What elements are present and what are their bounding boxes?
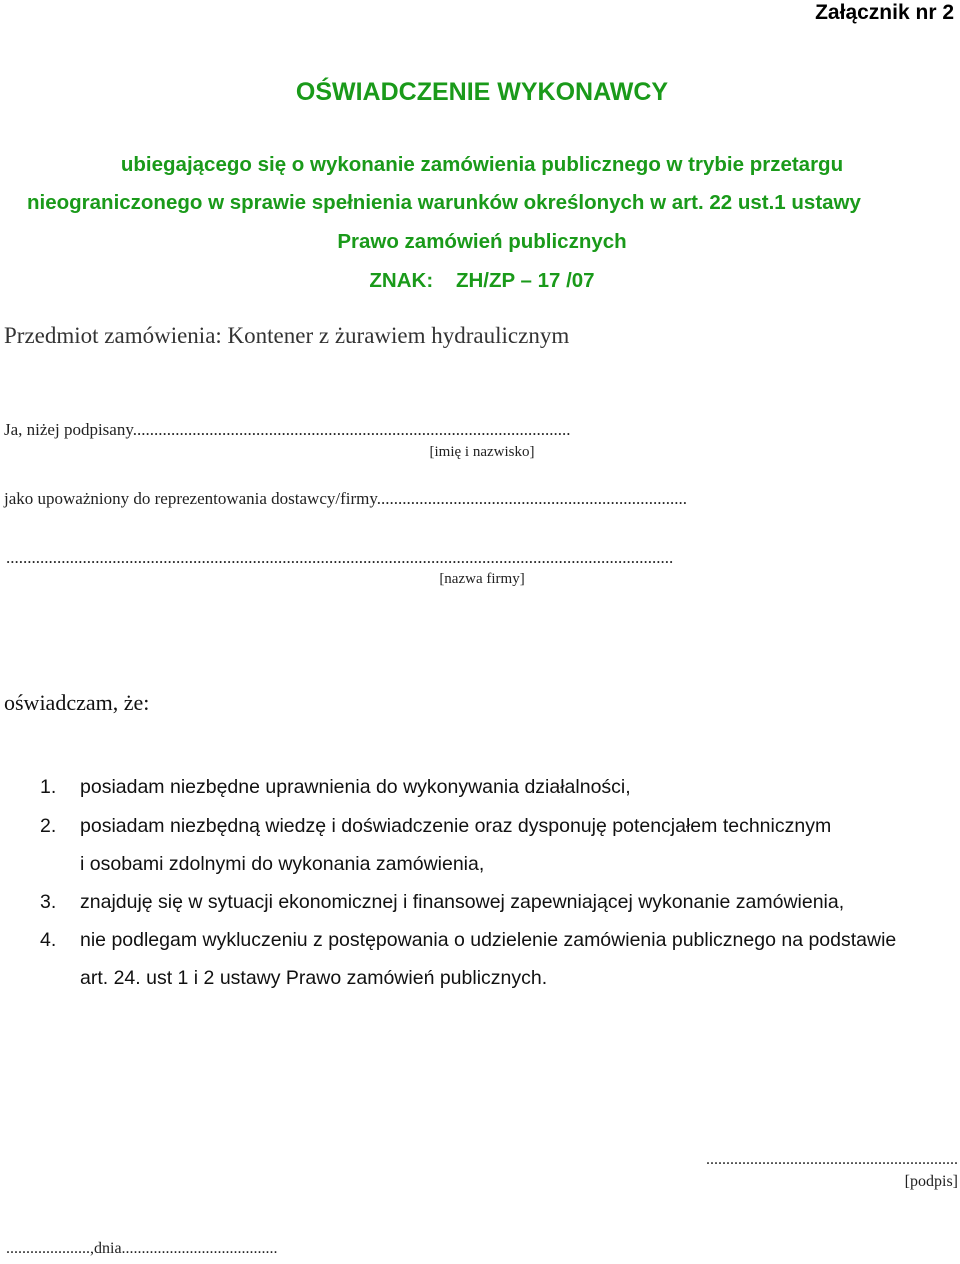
- list-item-text-continuation: i osobami zdolnymi do wykonania zamówienia,: [80, 853, 485, 875]
- document-title: OŚWIADCZENIE WYKONAWCY: [295, 78, 669, 106]
- list-item-text: posiadam niezbędne uprawnienia do wykonywania działalności,: [80, 776, 631, 798]
- subtitle-line-3: Prawo zamówień publicznych: [337, 230, 627, 253]
- signature-field: ...............................................................: [706, 1151, 958, 1168]
- signer-name-field: Ja, niżej podpisany.......................................................................................................: [4, 420, 571, 439]
- annex-label: Załącznik nr 2: [815, 1, 954, 24]
- declaration-lead: oświadczam, że:: [4, 690, 150, 715]
- company-name-field: .............................................................................................................................................................: [6, 548, 674, 567]
- signature-caption: [podpis]: [904, 1173, 958, 1190]
- subtitle-line-2: nieograniczonego w sprawie spełnienia warunków określonych w art. 22 ust.1 ustawy: [27, 191, 861, 214]
- list-item-text: nie podlegam wykluczeniu z postępowania o udzielenie zamówienia publicznego na podstawie: [80, 929, 897, 951]
- list-item-text: znajduję się w sytuacji ekonomicznej i finansowej zapewniającej wykonanie zamówienia,: [80, 891, 845, 913]
- company-name-caption: [nazwa firmy]: [439, 571, 525, 587]
- signer-name-caption: [imię i nazwisko]: [429, 444, 535, 460]
- list-item-number: 2.: [40, 815, 57, 837]
- subtitle-line-1: ubiegającego się o wykonanie zamówienia publicznego w trybie przetargu: [120, 153, 844, 176]
- place-date-field: .....................,dnia.......................................: [6, 1240, 278, 1257]
- list-item-number: 1.: [40, 776, 57, 798]
- list-item-number: 3.: [40, 891, 57, 913]
- list-item-text: posiadam niezbędną wiedzę i doświadczenie oraz dysponuję potencjałem technicznym: [80, 815, 832, 837]
- list-item-text-continuation: art. 24. ust 1 i 2 ustawy Prawo zamówień publicznych.: [80, 967, 548, 989]
- order-subject: Przedmiot zamówienia: Kontener z żurawiem hydraulicznym: [4, 323, 570, 348]
- list-item-number: 4.: [40, 929, 57, 951]
- reference-code: ZNAK: ZH/ZP – 17 /07: [369, 269, 595, 292]
- company-representative-field: jako upoważniony do reprezentowania dostawcy/firmy.........................................................................: [4, 489, 688, 508]
